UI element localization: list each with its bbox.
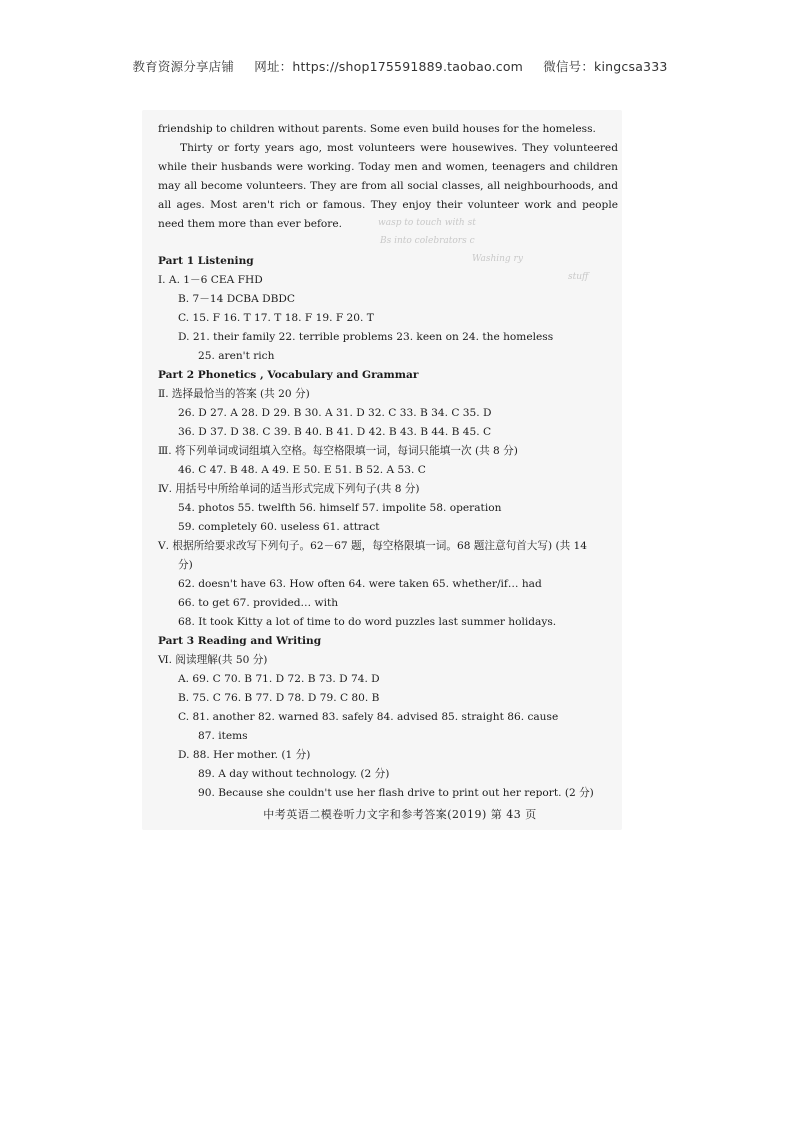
part3-line: A. 69. C 70. B 71. D 72. B 73. D 74. D [178,673,380,685]
part3-line: 87. items [198,730,248,742]
shop-url: 网址：https://shop175591889.taobao.com [254,59,524,74]
part2-line: Ⅱ. 选择最恰当的答案 (共 20 分) [158,388,310,400]
bleed-through-2: Bs into colebrators c [380,236,475,246]
passage-para-2: Thirty or forty years ago, most volunteers were housewives. They volunteered while their husbands were working. Today men and women, teenagers and children may all become volunteers. They are from all social classes, all neighbourhoods, and all ages. Most aren't rich or famous. They enjoy their volunteer work and people need them more than ever before. [158,142,618,230]
part2-line: 68. It took Kitty a lot of time to do word puzzles last summer holidays. [178,616,557,628]
bleed-through-1: wasp to touch with st [378,218,476,228]
part3-line: C. 81. another 82. warned 83. safely 84. advised 85. straight 86. cause [178,711,559,723]
part3-line: B. 75. C 76. B 77. D 78. D 79. C 80. B [178,692,380,704]
part1-line: C. 15. F 16. T 17. T 18. F 19. F 20. T [178,312,374,324]
part2-title: Part 2 Phonetics , Vocabulary and Grammar [158,369,419,381]
part2-line: Ⅴ. 根据所给要求改写下列句子。62－67 题，每空格限填一词。68 题注意句首大写) (共 14 [158,540,588,552]
part2-line: 分) [178,559,193,571]
wechat-id: 微信号：kingcsa333 [543,59,668,74]
part1-line: Ⅰ. A. 1－6 CEA FHD [158,274,263,286]
part2-line: 66. to get 67. provided… with [178,597,339,609]
part3-line: D. 88. Her mother. (1 分) [178,749,311,761]
part2-line: 59. completely 60. useless 61. attract [178,521,380,533]
part1-title: Part 1 Listening [158,255,254,267]
part1-line: B. 7－14 DCBA DBDC [178,293,295,305]
page-footer: 中考英语二模卷听力文字和参考答案(2019) 第 43 页 [263,808,537,821]
part2-line: 36. D 37. D 38. C 39. B 40. B 41. D 42. B 43. B 44. B 45. C [178,426,492,438]
page-header [0,57,800,75]
part3-line: 90. Because she couldn't use her flash drive to print out her report. (2 分) [198,787,594,799]
part1-line: D. 21. their family 22. terrible problems 23. keen on 24. the homeless [178,331,554,343]
part2-line: Ⅳ. 用括号中所给单词的适当形式完成下列句子(共 8 分) [158,483,420,495]
answer-content [158,120,618,803]
part2-line: 62. doesn't have 63. How often 64. were taken 65. whether/if… had [178,578,542,590]
part2-line: 26. D 27. A 28. D 29. B 30. A 31. D 32. C 33. B 34. C 35. D [178,407,492,419]
part3-line: Ⅵ. 阅读理解(共 50 分) [158,654,268,666]
bleed-through-4: stuff [568,272,589,282]
part3-title: Part 3 Reading and Writing [158,635,322,647]
passage-para-1: friendship to children without parents. Some even build houses for the homeless. [158,123,596,135]
shop-name: 教育资源分享店铺 [132,59,235,74]
part1-line: 25. aren't rich [198,350,275,362]
bleed-through-3: Washing ry [472,254,523,264]
part3-line: 89. A day without technology. (2 分) [198,768,390,780]
part2-line: 54. photos 55. twelfth 56. himself 57. impolite 58. operation [178,502,502,514]
part2-line: 46. C 47. B 48. A 49. E 50. E 51. B 52. A 53. C [178,464,426,476]
part2-line: Ⅲ. 将下列单词或词组填入空格。每空格限填一词，每词只能填一次 (共 8 分) [158,445,518,457]
